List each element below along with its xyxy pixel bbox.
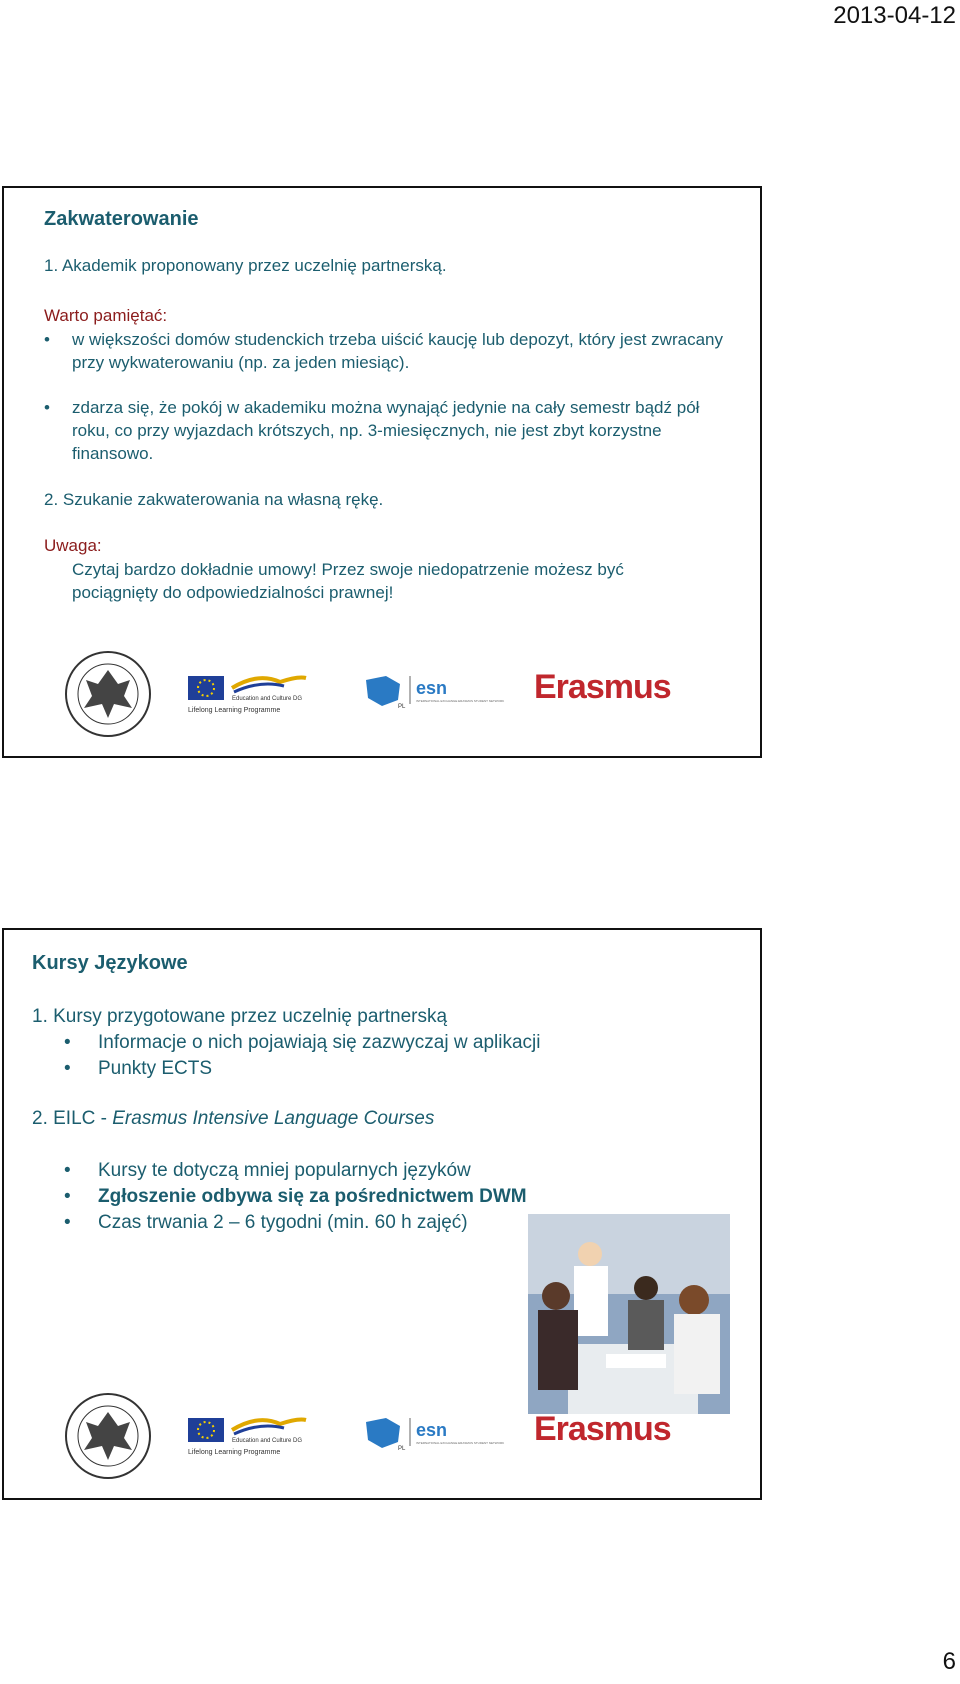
svg-text:Lifelong Learning Programme: Lifelong Learning Programme (188, 1449, 281, 1456)
university-seal-logo (64, 1392, 152, 1480)
svg-text:PL: PL (398, 704, 406, 710)
list-item: Czas trwania 2 – 6 tygodni (min. 60 h zajęć) (98, 1212, 468, 1233)
bullet-icon: • (64, 1058, 71, 1079)
bullet-icon: • (64, 1032, 71, 1053)
bullet-icon: • (44, 398, 50, 417)
page-date: 2013-04-12 (833, 2, 956, 29)
list-item: 1. Akademik proponowany przez uczelnię partnerską. (44, 256, 447, 275)
esn-pl-logo (364, 1412, 505, 1456)
eu-lifelong-learning-logo (188, 1414, 308, 1458)
bullet-icon: • (44, 330, 50, 349)
slide-title: Zakwaterowanie (44, 208, 199, 230)
university-seal-logo (64, 650, 152, 738)
svg-text:Education and Culture DG: Education and Culture DG (232, 696, 303, 702)
svg-text:PL: PL (398, 1446, 406, 1452)
slide-accommodation (2, 186, 762, 758)
svg-text:Education and Culture DG: Education and Culture DG (232, 1438, 303, 1444)
svg-text:INTERNATIONAL EXCHANGE ERASMUS: INTERNATIONAL EXCHANGE ERASMUS STUDENT NETWORK (416, 699, 505, 703)
svg-text:esn: esn (416, 678, 448, 698)
list-item: • zdarza się, że pokój w akademiku można wynająć jedynie na cały semestr bądź pół roku, co przy wyjazdach krótszych, np. 3-miesięcznych, nie jest zbyt korzystne finansowo. (44, 398, 700, 463)
list-item: • w większości domów studenckich trzeba uiścić kaucję lub depozyt, który jest zwracany przy wykwaterowaniu (np. za jeden miesiąc). (44, 330, 723, 372)
logos-row (64, 650, 684, 750)
warning-label: Uwaga: (44, 536, 102, 555)
remember-label: Warto pamiętać: (44, 306, 168, 325)
esn-pl-logo (364, 670, 505, 714)
bullet-icon: • (64, 1160, 71, 1181)
warning-text: Czytaj bardzo dokładnie umowy! Przez swoje niedopatrzenie możesz być pociągnięty do odpowiedzialności prawnej! (72, 560, 624, 602)
bullet-icon: • (64, 1212, 71, 1233)
bullet-icon: • (64, 1186, 71, 1207)
slide-title: Kursy Językowe (32, 952, 188, 974)
students-photo (528, 1214, 730, 1414)
list-item: Kursy te dotyczą mniej popularnych języków (98, 1160, 471, 1181)
list-item: 2. EILC - Erasmus Intensive Language Courses (32, 1108, 435, 1129)
slide-language-courses (2, 928, 762, 1500)
svg-text:Lifelong Learning Programme: Lifelong Learning Programme (188, 707, 281, 714)
page-number: 6 (942, 1648, 956, 1675)
svg-text:esn: esn (416, 1420, 448, 1440)
list-item: Punkty ECTS (98, 1058, 213, 1079)
erasmus-logo: Erasmus (534, 668, 671, 706)
list-item: Informacje o nich pojawiają się zazwyczaj w aplikacji (98, 1032, 541, 1053)
eu-lifelong-learning-logo (188, 672, 308, 716)
list-item: 1. Kursy przygotowane przez uczelnię partnerską (32, 1006, 448, 1027)
list-item: 2. Szukanie zakwaterowania na własną rękę. (44, 490, 384, 509)
list-item: Zgłoszenie odbywa się za pośrednictwem DWM (98, 1186, 527, 1207)
svg-text:INTERNATIONAL EXCHANGE ERASMUS: INTERNATIONAL EXCHANGE ERASMUS STUDENT NETWORK (416, 1441, 505, 1445)
erasmus-logo: Erasmus (534, 1410, 671, 1448)
logos-row (64, 1392, 684, 1492)
